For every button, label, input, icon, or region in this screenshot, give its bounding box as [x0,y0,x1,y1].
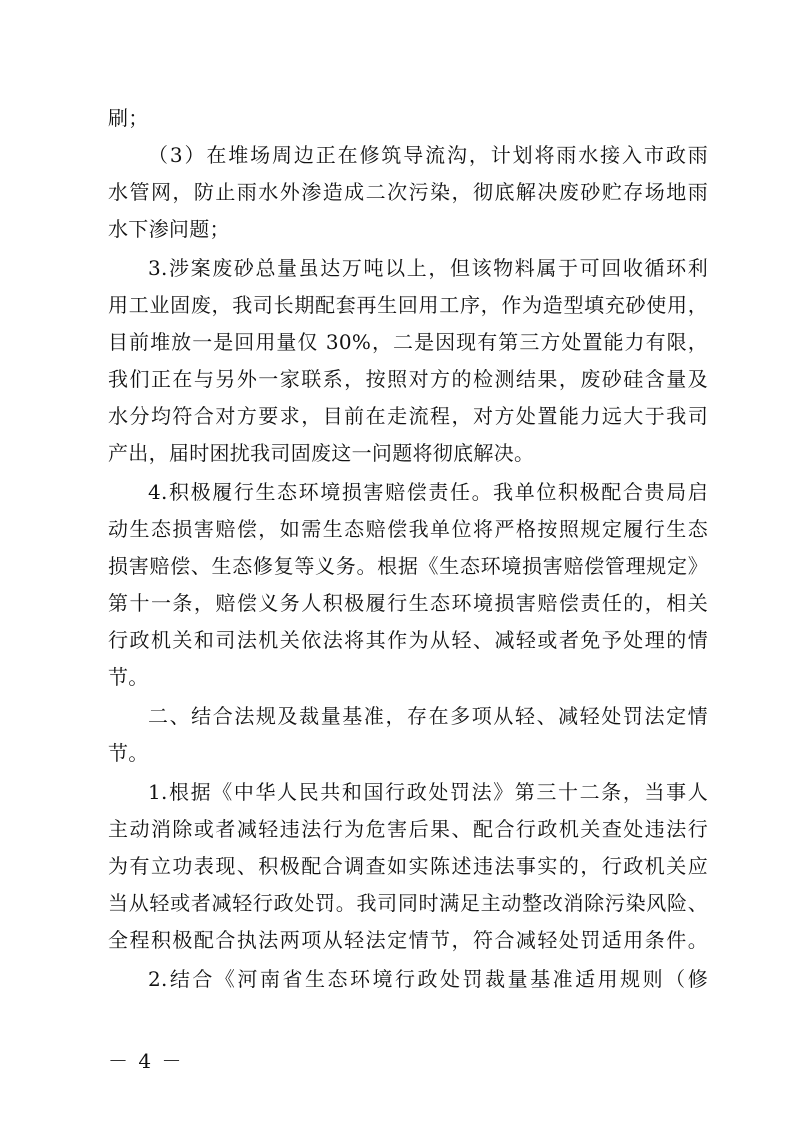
text-line-5: 3.涉案废砂总量虽达万吨以上，但该物料属于可回收循环利 [148,256,708,280]
text-line-17: 二、结合法规及裁量基准，存在多项从轻、减轻处罚法定情 [148,704,708,728]
body-text [108,100,708,998]
text-line-11: 4.积极履行生态环境损害赔偿责任。我单位积极配合贵局启 [148,480,708,504]
page-number: － 4 － [108,1049,184,1073]
text-line-14: 第十一条，赔偿义务人积极履行生态环境损害赔偿责任的，相关 [108,591,708,615]
text-line-6: 用工业固废，我司长期配套再生回用工序，作为造型填充砂使用， [108,293,708,317]
text-line-15: 行政机关和司法机关依法将其作为从轻、减轻或者免予处理的情 [108,628,708,652]
text-line-4: 水下渗问题； [108,217,230,241]
text-line-23: 全程积极配合执法两项从轻法定情节，符合减轻处罚适用条件。 [108,928,708,952]
text-line-3: 水管网，防止雨水外渗造成二次污染，彻底解决废砂贮存场地雨 [108,180,708,204]
text-line-24: 2.结合《河南省生态环境行政处罚裁量基准适用规则（修 [148,967,708,991]
text-line-9: 水分均符合对方要求，目前在走流程，对方处置能力远大于我司 [108,404,708,428]
text-line-22: 当从轻或者减轻行政处罚。我司同时满足主动整改消除污染风险、 [108,891,708,915]
text-line-2: （3）在堆场周边正在修筑导流沟，计划将雨水接入市政雨 [148,143,708,167]
text-line-10: 产出，届时困扰我司固废这一问题将彻底解决。 [108,441,535,465]
text-line-16: 节。 [108,665,149,689]
text-line-21: 为有立功表现、积极配合调查如实陈述违法事实的，行政机关应 [108,854,708,878]
text-line-13: 损害赔偿、生态修复等义务。根据《生态环境损害赔偿管理规定》 [108,554,708,578]
text-line-12: 动生态损害赔偿，如需生态赔偿我单位将严格按照规定履行生态 [108,517,708,541]
text-line-18: 节。 [108,741,149,765]
text-line-7: 目前堆放一是回用量仅 30%，二是因现有第三方处置能力有限， [108,330,708,354]
text-line-20: 主动消除或者减轻违法行为危害后果、配合行政机关查处违法行 [108,817,708,841]
text-line-1: 刷； [108,106,149,130]
text-line-19: 1.根据《中华人民共和国行政处罚法》第三十二条，当事人 [148,780,708,804]
text-line-8: 我们正在与另外一家联系，按照对方的检测结果，废砂硅含量及 [108,367,708,391]
